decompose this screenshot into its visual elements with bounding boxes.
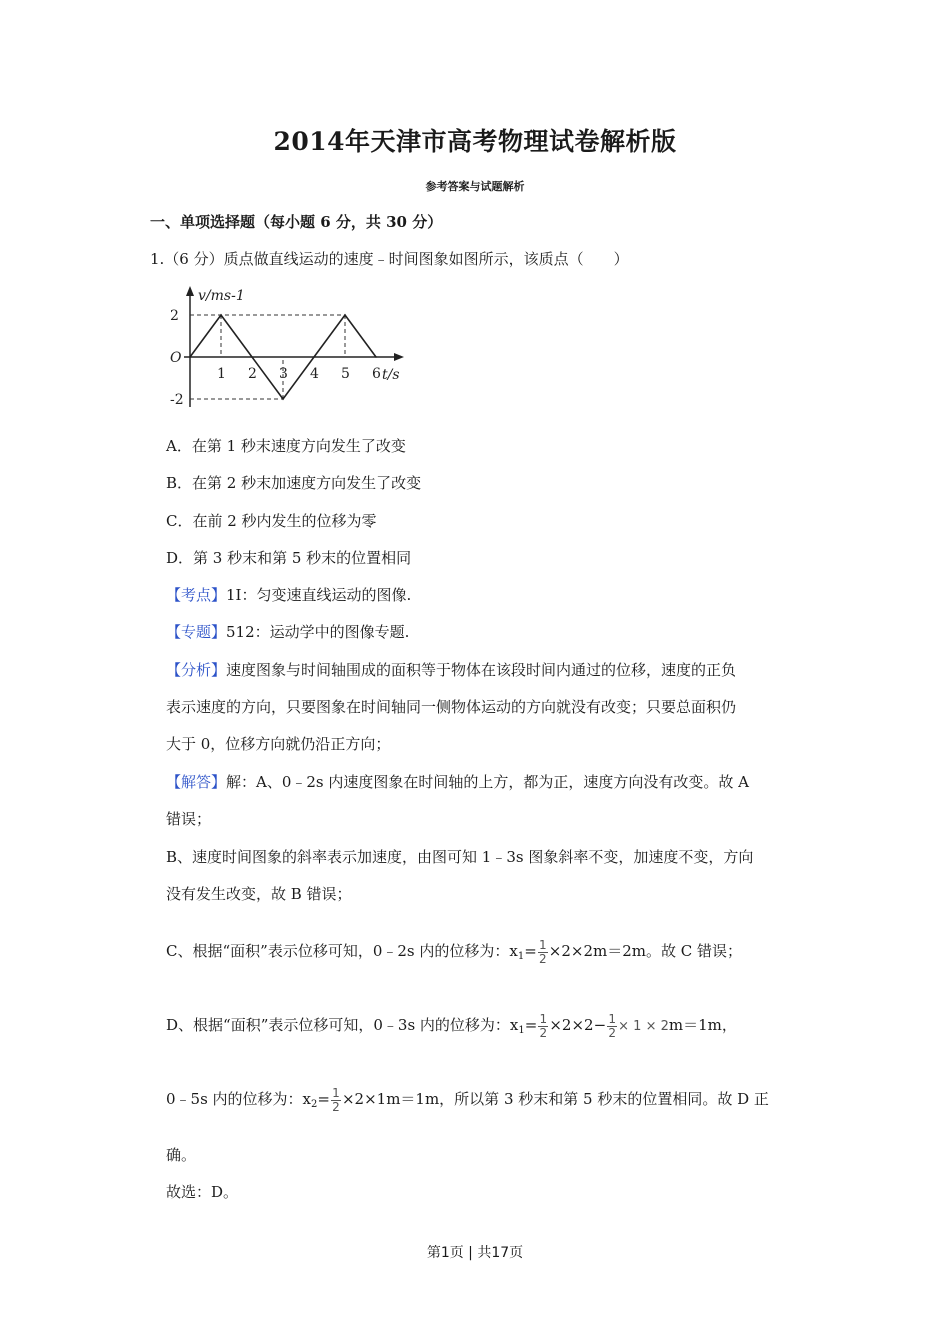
kaodian-text: 1I：匀变速直线运动的图像. xyxy=(226,586,412,604)
jieda-line-2: 错误； xyxy=(166,810,212,828)
d-den2: 2 xyxy=(608,1025,616,1040)
c-fraction xyxy=(538,939,548,966)
data-point xyxy=(251,356,253,358)
data-point xyxy=(375,356,377,358)
d-pre: D、根据“面积”表示位移可知，0﹣3s 内的位移为：x xyxy=(166,1016,519,1034)
d-den1: 2 xyxy=(539,1025,548,1040)
e-pre: 0﹣5s 内的位移为：x xyxy=(166,1090,312,1108)
page-title: 2014年天津市高考物理试卷解析版 xyxy=(273,127,677,156)
x-axis-arrow xyxy=(394,353,404,361)
x-tick-label: 4 xyxy=(310,366,319,382)
zhuanti-text: 512：运动学中的图像专题. xyxy=(226,623,410,641)
d-eq: = xyxy=(524,1016,538,1034)
option-d: D．第 3 秒末和第 5 秒末的位置相同 xyxy=(166,549,412,567)
page-subtitle: 参考答案与试题解析 xyxy=(425,180,525,193)
x-tick-label: 2 xyxy=(248,366,257,382)
b-line-2: 没有发生改变，故 B 错误； xyxy=(166,885,352,903)
velocity-time-chart xyxy=(160,282,410,412)
data-point xyxy=(344,314,346,316)
c-den: 2 xyxy=(538,951,547,966)
d-fraction-2 xyxy=(607,1013,617,1040)
d-fraction-1 xyxy=(538,1013,548,1040)
d-mid: ×2×2− xyxy=(549,1016,607,1034)
x-tick-label: 5 xyxy=(341,366,350,382)
section-heading: 一、单项选择题（每小题 6 分，共 30 分） xyxy=(150,213,443,231)
d-sub: 1 xyxy=(518,1025,525,1036)
d-line xyxy=(166,1011,737,1045)
d-num1: 1 xyxy=(539,1011,548,1026)
d-post: m＝1m， xyxy=(668,1016,737,1034)
d-mid2: × 1 × 2 xyxy=(618,1019,669,1034)
y-axis-arrow xyxy=(186,286,194,296)
data-point xyxy=(220,314,222,316)
answer-line: 故选：D。 xyxy=(166,1183,239,1201)
y-axis-label: v/ms-1 xyxy=(198,288,245,304)
e-sub: 2 xyxy=(311,1099,318,1110)
fenxi-text-1: 速度图象与时间轴围成的面积等于物体在该段时间内通过的位移，速度的正负 xyxy=(226,661,737,679)
e-fraction xyxy=(331,1087,341,1114)
e-eq: = xyxy=(317,1090,330,1108)
c-sub: 1 xyxy=(517,951,525,962)
kaodian-line xyxy=(166,585,411,605)
option-c: C．在前 2 秒内发生的位移为零 xyxy=(166,512,377,530)
jieda-line-1 xyxy=(166,772,749,792)
origin-label: O xyxy=(170,350,182,366)
fenxi-line-1 xyxy=(166,660,736,680)
y-tick-label: 2 xyxy=(170,308,179,324)
zhuanti-line xyxy=(166,622,409,642)
c-eq: = xyxy=(524,942,537,960)
x-tick-label: 6 xyxy=(372,366,381,382)
option-a: A．在第 1 秒末速度方向发生了改变 xyxy=(166,437,406,455)
jieda-text-1: 解：A、0﹣2s 内速度图象在时间轴的上方，都为正，速度方向没有改变。故 A xyxy=(226,773,750,791)
jieda-tag: 【解答】 xyxy=(166,773,227,791)
c-post: ×2×2m＝2m。故 C 错误； xyxy=(548,942,743,960)
e-line-2: 确。 xyxy=(166,1146,197,1164)
data-point xyxy=(189,356,191,358)
d-num2: 1 xyxy=(608,1011,616,1026)
e-den: 2 xyxy=(332,1099,340,1114)
page-footer: 第1页 | 共17页 xyxy=(426,1245,524,1261)
option-b: B．在第 2 秒末加速度方向发生了改变 xyxy=(166,474,422,492)
kaodian-tag: 【考点】 xyxy=(166,586,227,604)
x-tick-label: 3 xyxy=(279,366,288,382)
y-tick-label: -2 xyxy=(170,392,184,408)
data-point xyxy=(282,398,284,400)
c-pre: C、根据“面积”表示位移可知，0﹣2s 内的位移为：x xyxy=(166,942,518,960)
fenxi-tag: 【分析】 xyxy=(166,661,227,679)
question-stem: 1.（6 分）质点做直线运动的速度﹣时间图象如图所示，该质点（ ） xyxy=(150,250,629,268)
zhuanti-tag: 【专题】 xyxy=(166,623,227,641)
data-point xyxy=(313,356,315,358)
e-post: ×2×1m＝1m，所以第 3 秒末和第 5 秒末的位置相同。故 D 正 xyxy=(341,1090,769,1108)
e-line xyxy=(166,1085,769,1119)
c-num: 1 xyxy=(538,937,547,952)
c-line xyxy=(166,937,742,971)
fenxi-line-2: 表示速度的方向，只要图象在时间轴同一侧物体运动的方向就没有改变；只要总面积仍 xyxy=(166,698,737,716)
b-line-1: B、速度时间图象的斜率表示加速度，由图可知 1﹣3s 图象斜率不变，加速度不变，方向 xyxy=(166,848,754,866)
fenxi-line-3: 大于 0，位移方向就仍沿正方向； xyxy=(166,735,391,753)
x-axis-label: t/s xyxy=(382,367,400,383)
e-num: 1 xyxy=(332,1085,340,1100)
x-tick-label: 1 xyxy=(217,366,226,382)
